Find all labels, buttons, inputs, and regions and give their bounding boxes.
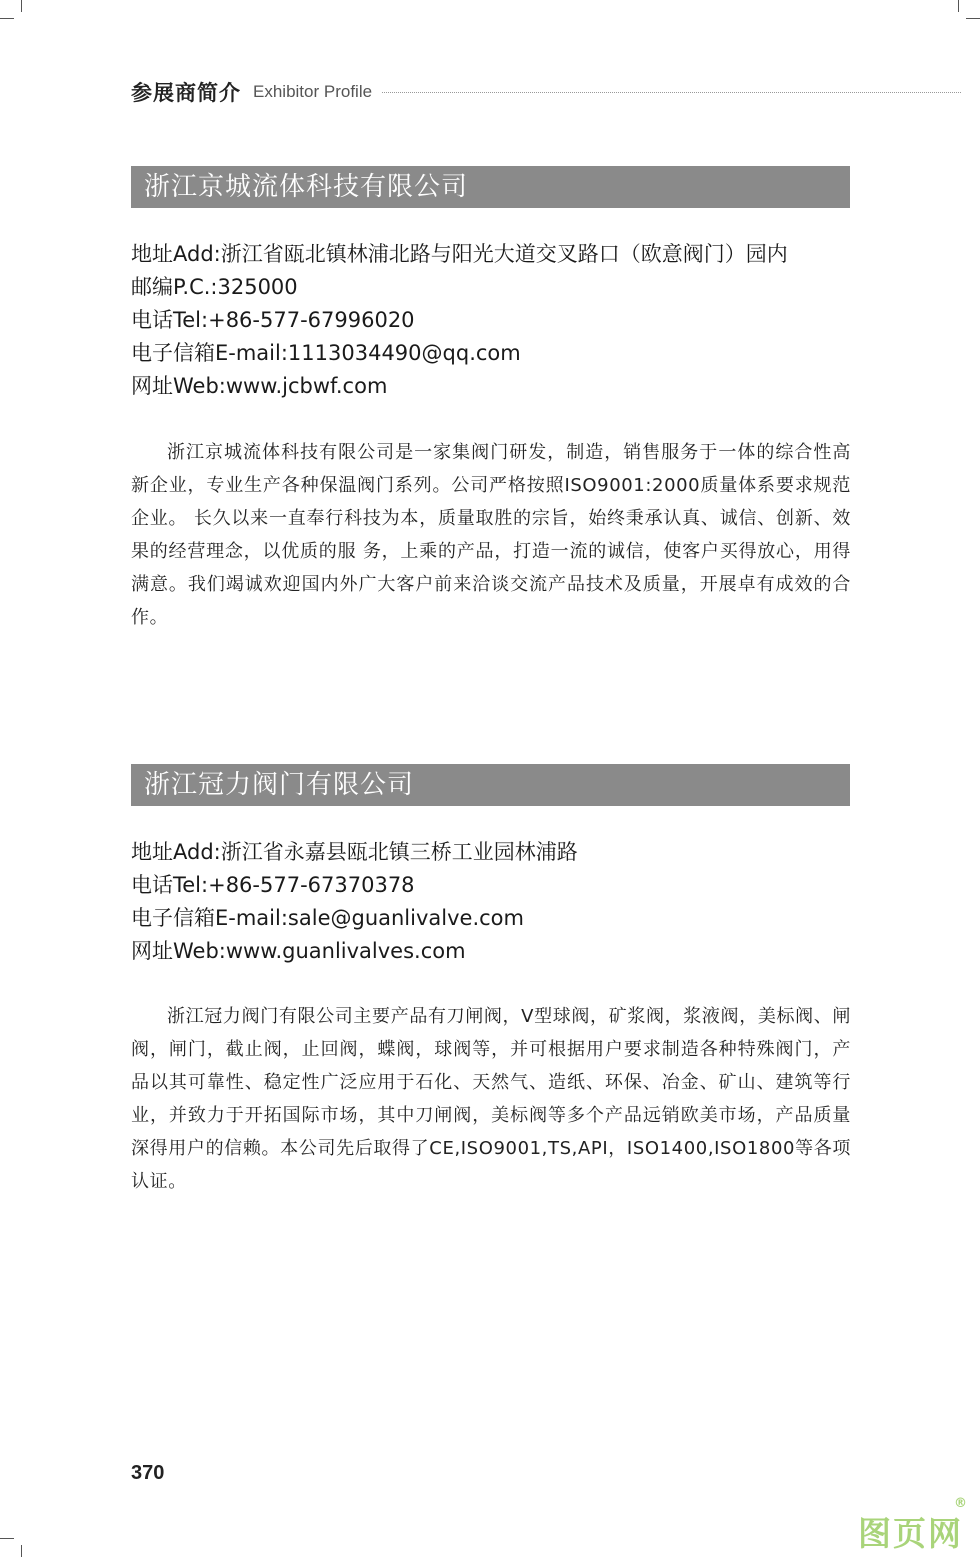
crop-mark xyxy=(21,0,22,12)
registered-mark: ® xyxy=(954,1496,967,1511)
address-line: 地址Add:浙江省永嘉县瓯北镇三桥工业园林浦路 xyxy=(131,840,578,864)
section-title-en: Exhibitor Profile xyxy=(253,82,373,101)
website-line: 网址Web:www.guanlivalves.com xyxy=(131,939,466,963)
header-dotted-rule xyxy=(382,92,961,93)
company-name: 浙江冠力阀门有限公司 xyxy=(144,770,415,800)
phone-line: 电话Tel:+86-577-67370378 xyxy=(131,873,415,897)
crop-mark xyxy=(0,18,14,19)
postcode-line: 邮编P.C.:325000 xyxy=(131,275,298,299)
address-line: 地址Add:浙江省瓯北镇林浦北路与阳光大道交叉路口（欧意阀门）园内 xyxy=(131,242,788,266)
company-contact-info xyxy=(131,238,891,403)
running-header xyxy=(131,78,961,106)
company-name-bar xyxy=(131,764,850,806)
crop-mark xyxy=(966,18,980,19)
company-name-bar xyxy=(131,166,850,208)
watermark-text: 图页网 xyxy=(858,1514,963,1553)
watermark-logo xyxy=(858,1496,967,1555)
email-line: 电子信箱E-mail:1113034490@qq.com xyxy=(131,341,521,365)
company-description: 浙江冠力阀门有限公司主要产品有刀闸阀，V型球阀，矿浆阀，浆液阀，美标阀、闸阀，闸门，截止阀，止回阀，蝶阀，球阀等，并可根据用户要求制造各种特殊阀门，产品以其可靠性、稳定性广泛应用于石化、天然气、造纸、环保、冶金、矿山、建筑等行业，并致力于开拓国际市场，其中刀闸阀，美标阀等多个产品远销欧美市场，产品质量深得用户的信赖。本公司先后取得了CE,ISO9001,TS,API，ISO1400,ISO1800等各项认证。 xyxy=(131,1006,851,1192)
page-number: 370 xyxy=(131,1462,165,1484)
phone-line: 电话Tel:+86-577-67996020 xyxy=(131,308,415,332)
email-line: 电子信箱E-mail:sale@guanlivalve.com xyxy=(131,906,524,930)
company-contact-info xyxy=(131,836,891,968)
website-line: 网址Web:www.jcbwf.com xyxy=(131,374,388,398)
company-name: 浙江京城流体科技有限公司 xyxy=(144,172,469,202)
crop-mark xyxy=(21,1545,22,1557)
section-title-cn: 参展商简介 xyxy=(131,81,241,105)
crop-mark xyxy=(958,0,959,12)
company-description: 浙江京城流体科技有限公司是一家集阀门研发，制造，销售服务于一体的综合性高新企业，专业生产各种保温阀门系列。公司严格按照ISO9001:2000质量体系要求规范企业。 长久以来一直奉行科技为本，质量取胜的宗旨，始终秉承认真、诚信、创新、效果的经营理念，以优质的服 务，上乘的产品，打造一流的诚信，使客户买得放心，用得满意。我们竭诚欢迎国内外广大客户前来洽谈交流产品技术及质量，开展卓有成效的合作。 xyxy=(131,442,851,628)
crop-mark xyxy=(0,1538,14,1539)
